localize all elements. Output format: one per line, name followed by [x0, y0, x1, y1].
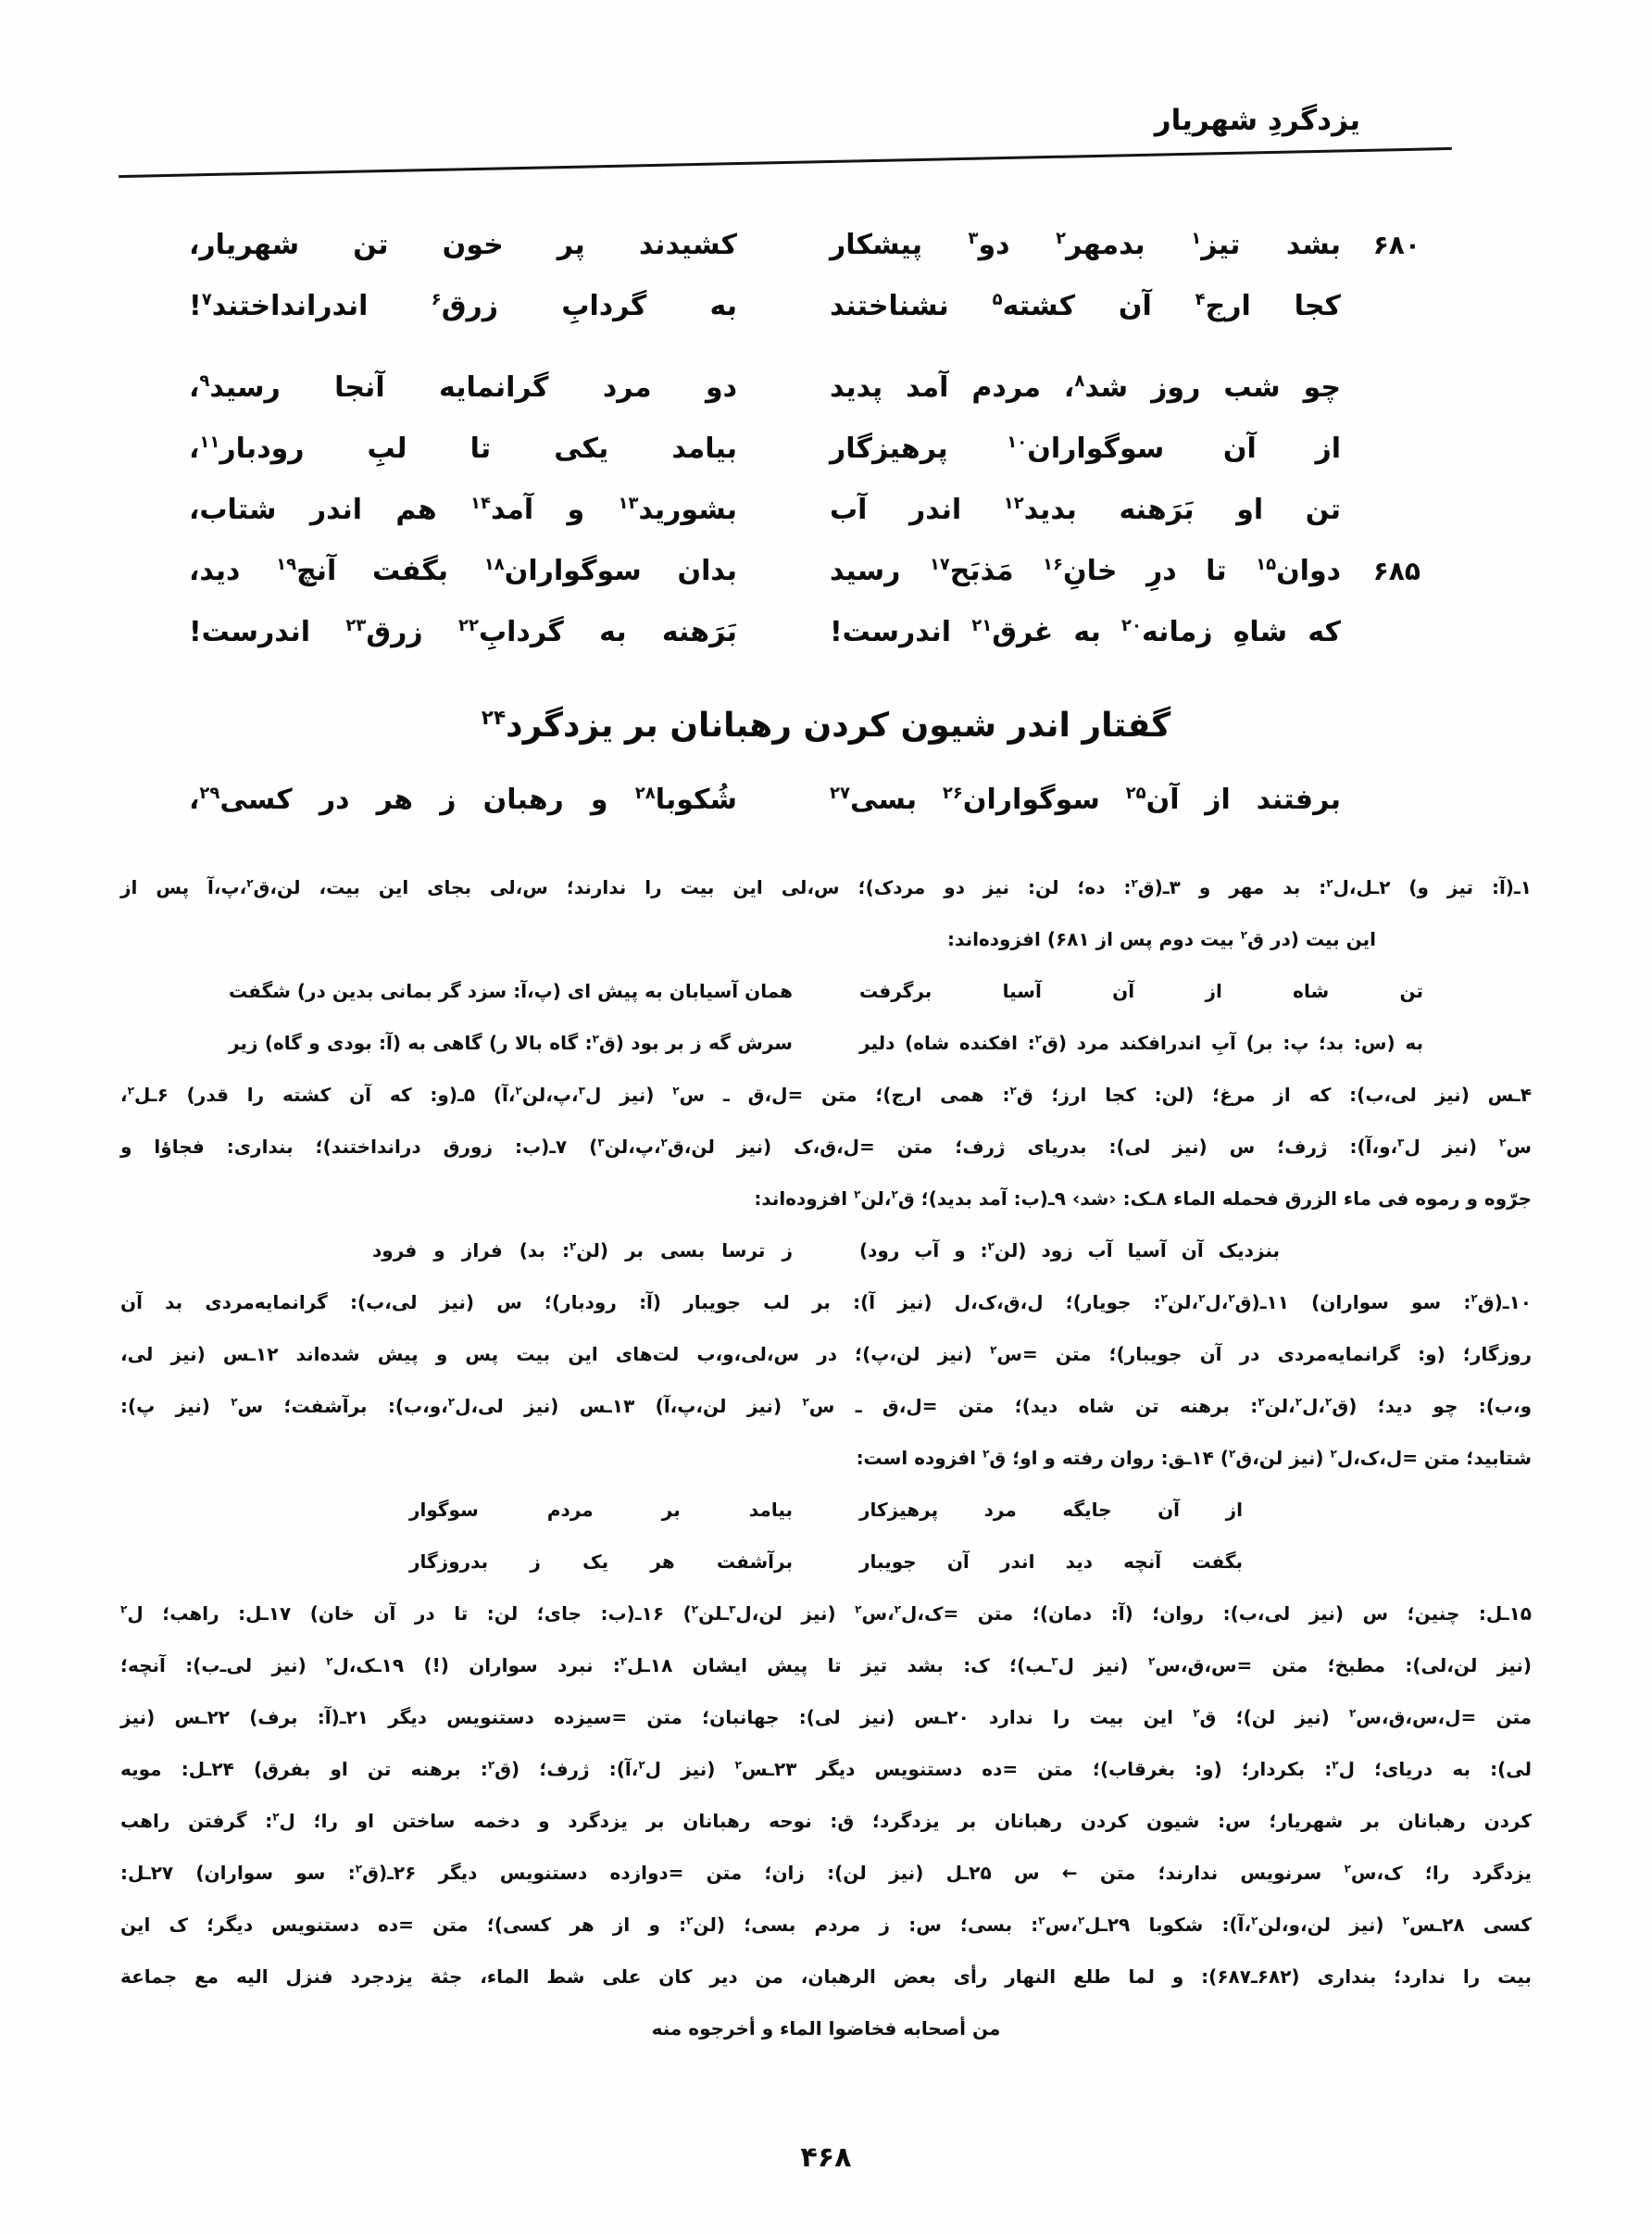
section-heading: گفتار اندر شیون کردن رهبانان بر یزدگرد$^{۲۴}$	[481, 707, 1171, 745]
hemistich-left: بیامد بر مردم سوگوار	[409, 1499, 793, 1521]
hemistich-left: دو مرد گرانمایه آنجا رسید$^۹$،	[189, 371, 737, 404]
verse-row	[189, 290, 1420, 327]
footnote-line: لی): به دریای؛ ل$^۲$: بکردار؛ (و: بغرقاب)؛ متن =ده دستنویس دیگر ۲۳ـس$^۲$ (نیز ل$^۲$،آ): ژرف؛ (ق$^۲$: برهنه تن او بفرق) ۲۴ـل: مویه	[120, 1758, 1533, 1780]
footnote-line: ۱ـ(آ: تیز و) ۲ـل،ل$^۲$: بد مهر و ۳ـ(ق$^۲$: ده؛ لن: نیز دو مردک)؛ س،لی این بیت را ندارند؛ س،لی بجای این بیت، لن،ق$^۲$،پ،آ پس از	[120, 876, 1533, 898]
hemistich-right: از آن سوگواران$^{۱۰}$ پرهیزگار	[830, 433, 1341, 465]
section-verse	[189, 784, 1420, 821]
poem-block	[189, 229, 1420, 653]
hemistich-left: همان آسیابان به پیش ای (پ،آ: سزد گر بمانی بدین در) شگفت	[229, 980, 793, 1002]
hemistich-left: بشورید$^{۱۳}$ و آمد$^{۱۴}$ هم اندر شتاب،	[189, 494, 737, 526]
hemistich-right: کجا ارج$^۴$ آن کشته$^۵$ نشناختند	[830, 290, 1341, 322]
footnote-verse-row	[409, 1484, 1243, 1536]
critical-apparatus	[120, 861, 1532, 2054]
hemistich-left: کشیدند پر خون تن شهریار،	[189, 229, 737, 261]
footnote-line: کسی ۲۸ـس$^۲$ (نیز لن،و،لن$^۲$،آ): شکوبا ۲۹ـل$^۲$،س$^۲$: بسی؛ س: ز مردم بسی؛ (لن$^۲$: و از هر کسی)؛ متن =ده دستنویس دیگر؛ ک این	[120, 1914, 1532, 1936]
footnote-verse-row	[372, 1224, 1280, 1276]
footnote-verse-row	[229, 965, 1423, 1017]
hemistich-right: چو شب روز شد$^۸$، مردم آمد پدید	[830, 371, 1341, 404]
footnote-line: متن =ل،س،ق،س$^۲$ (نیز لن)؛ ق$^۲$ این بیت را ندارد ۲۰ـس (نیز لی): جهانبان؛ متن =سیزده دستنویس دیگر ۲۱ـ(آ: برف) ۲۲ـس (نیز	[120, 1706, 1533, 1728]
header-rule	[119, 147, 1452, 178]
verse-row	[189, 494, 1420, 531]
footnote-line: ۴ـس (نیز لی،ب): که از مرغ؛ (لن: کجا ارز؛ ق$^۲$: همی ارج)؛ متن =ل،ق ـ س$^۲$ (نیز ل$^۳$،پ،لن$^۲$،آ) ۵ـ(و: که آن کشته را قدر) ۶ـل$^۲$،	[120, 1084, 1532, 1106]
footnote-line: این بیت (در ق$^۲$ بیت دوم پس از ۶۸۱) افزوده‌اند:	[947, 928, 1376, 950]
footnote-line: بیت را ندارد؛ بنداری (۶۸۲ـ۶۸۷): و لما طلع النهار رأی بعض الرهبان، من دیر کان علی شط الماء، جثة یزدجرد فنزل الیه مع جماعة	[120, 1965, 1533, 1988]
hemistich-right: دوان$^{۱۵}$ تا درِ خانِ$^{۱۶}$ مَذبَح$^{۱۷}$ رسید	[830, 555, 1342, 587]
hemistich-right: از آن جایگه مرد پرهیزکار	[859, 1499, 1243, 1521]
verse-number: ۶۸۵	[1372, 556, 1420, 586]
running-head: یزدگردِ شهریار	[1154, 104, 1360, 137]
footnote-line: و،ب): چو دید؛ (ق$^۲$،ل$^۲$،لن$^۲$: برهنه تن شاه دید)؛ متن =ل،ق ـ س$^۲$ (نیز لن،پ،آ) ۱۳ـس (نیز لی،ل$^۲$،و،ب): برآشفت؛ س$^۲$ (نیز پ):	[120, 1395, 1533, 1417]
verse-row	[189, 229, 1420, 266]
hemistich-right: بنزدیک آن آسیا آب زود (لن$^۲$: و آب رود)	[859, 1239, 1280, 1261]
hemistich-right: که شاهِ زمانه$^{۲۰}$ به غرق$^{۲۱}$ اندرست!	[830, 616, 1341, 648]
hemistich-left: به گردابِ زرق$^۶$ اندرانداختند$^۷$!	[189, 290, 737, 322]
verse-row	[189, 371, 1420, 408]
footnote-line: کردن رهبانان بر شهریار؛ س: شیون کردن رهبانان بر یزدگرد؛ ق: نوحه رهبانان بر یزدگرد و دخمه ساختن او را؛ ل$^۲$: گرفتن راهب	[120, 1810, 1533, 1832]
footnote-verse-row	[229, 1017, 1423, 1069]
verse-number: ۶۸۰	[1372, 230, 1420, 260]
footnote-verse-row	[409, 1536, 1243, 1588]
verse-row	[189, 616, 1420, 653]
hemistich-left: بدان سوگواران$^{۱۸}$ بگفت آنچ$^{۱۹}$ دید،	[189, 555, 737, 587]
hemistich-right: تن شاه از آن آسیا برگرفت	[859, 980, 1423, 1002]
footnote-line: روزگار؛ (و: گرانمایه‌مردی در آن جویبار)؛ متن =س$^۲$ (نیز لن،پ)؛ در س،لی،و،ب لت‌های این بیت پس و پیش شده‌اند ۱۲ـس (نیز لی،	[120, 1343, 1533, 1365]
hemistich-right: به (س: بد؛ پ: بر) آبِ اندرافکند مرد (ق$^۲$: افکنده شاه) دلیر	[859, 1032, 1424, 1054]
footnote-line: ۱۰ـ(ق$^۲$: سو سواران) ۱۱ـ(ق$^۲$،ل$^۲$،لن$^۲$: جویار)؛ ل،ق،ک،ل (نیز آ): بر لب جویبار (آ: رودبار)؛ س (نیز لی،ب): گرانمایه‌مردی بد آن	[120, 1291, 1532, 1313]
page-number: ۴۶۸	[800, 2141, 852, 2174]
verse-row	[189, 555, 1420, 592]
hemistich-left: سرش گه ز بر بود (ق$^۲$: گاه بالا ر) گاهی به (آ: بودی و گاه) زیر	[229, 1032, 793, 1054]
hemistich-left: بیامد یکی تا لبِ رودبار$^{۱۱}$،	[189, 433, 737, 465]
hemistich-left: بَرَهنه به گردابِ$^{۲۲}$ زرق$^{۲۳}$ اندرست!	[189, 616, 737, 648]
verse-row	[189, 784, 1420, 821]
footnote-line: شتابید؛ متن =ل،ک،ل$^۲$ (نیز لن،ق$^۲$) ۱۴ـق: روان رفته و او؛ ق$^۲$ افزوده است:	[856, 1447, 1532, 1469]
footnote-line: ۱۵ـل: چنین؛ س (نیز لی،ب): روان؛ (آ: دمان)؛ متن =ک،ل$^۲$،س$^۲$ (نیز لن،ل$^۳$ـلن$^۲$) ۱۶ـ(ب: جای؛ لن: تا در آن خان) ۱۷ـل: راهب؛ ل$^۲$	[120, 1602, 1533, 1625]
footnote-line: من أصحابه فخاضوا الماء و أخرجوه منه	[651, 2017, 1001, 2039]
hemistich-right: بگفت آنچه دید اندر آن جویبار	[859, 1550, 1243, 1573]
hemistich-left: ز ترسا بسی بر (لن$^۲$: بد) فراز و فرود	[372, 1239, 793, 1261]
hemistich-right: برفتند از آن$^{۲۵}$ سوگواران$^{۲۶}$ بسی$^{۲۷}$	[830, 784, 1341, 816]
hemistich-left: شُکوبا$^{۲۸}$ و رهبان ز هر در کسی$^{۲۹}$،	[189, 784, 737, 816]
footnote-line: س$^۲$ (نیز ل$^۳$،و،آ): ژرف؛ س (نیز لی): بدریای ژرف؛ متن =ل،ق،ک (نیز لن،ق$^۲$،پ،لن$^۳$) ۷ـ(ب: زورق درانداختند)؛ بنداری: فجاؤا و	[120, 1136, 1532, 1158]
hemistich-right: تن او بَرَهنه بدید$^{۱۲}$ اندر آب	[830, 494, 1341, 526]
footnote-line: (نیز لن،لی): مطبخ؛ متن =س،ق،س$^۲$ (نیز ل$^۳$ـب)؛ ک: بشد تیز تا پیش ایشان ۱۸ـل$^۲$: نبرد سواران (!) ۱۹ـک،ل$^۲$ (نیز لی‌ـ‌ب): آنچه؛	[120, 1654, 1532, 1676]
hemistich-right: بشد تیز$^۱$ بدمهر$^۲$ دو$^۳$ پیشکار	[830, 229, 1341, 261]
verse-row	[189, 433, 1420, 470]
footnote-line: یزدگرد را؛ ک،س$^۲$ سرنویس ندارند؛ متن ← س ۲۵ـل (نیز لن): زان؛ متن =دوازده دستنویس دیگر ۲۶ـ(ق$^۲$: سو سواران) ۲۷ـل:	[120, 1862, 1533, 1884]
footnote-line: جرّوه و رموه فی ماء الزرق فحمله الماء ۸ـک: ‹شد› ۹ـ(ب: آمد بدید)؛ ق$^۲$،لن$^۲$ افزوده‌اند:	[754, 1187, 1532, 1210]
hemistich-left: برآشفت هر یک ز بدروزگار	[409, 1550, 793, 1573]
